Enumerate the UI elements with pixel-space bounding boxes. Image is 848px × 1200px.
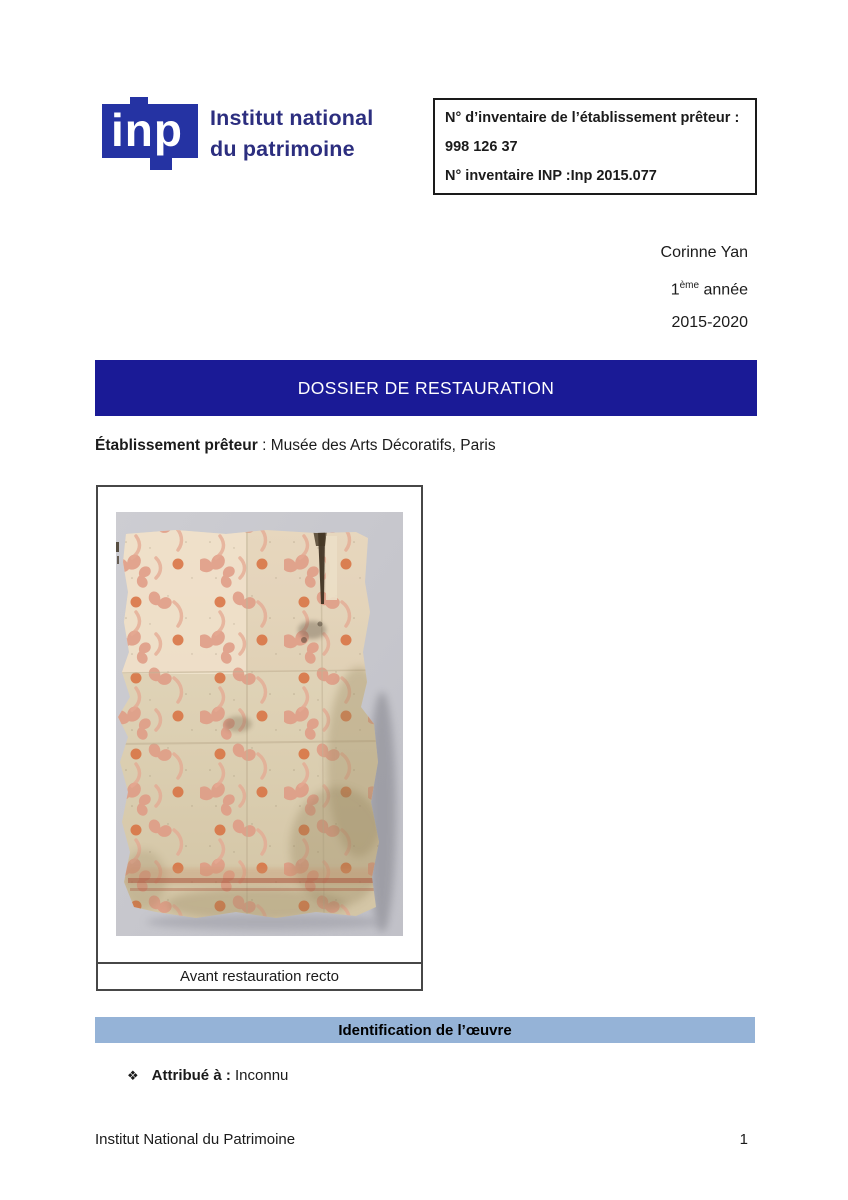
- lender-separator: :: [257, 437, 271, 454]
- inp-logo: [100, 97, 200, 173]
- inventory-lender-label: N° d’inventaire de l’établissement prêteur :: [445, 110, 740, 126]
- lender-line: [95, 437, 496, 455]
- author-block: [661, 236, 748, 339]
- inp-logo-mark: inp: [111, 104, 183, 156]
- attributed-line: [127, 1067, 288, 1084]
- inp-logo-block: [102, 104, 198, 158]
- inventory-box: [433, 98, 757, 195]
- lender-label: Établissement prêteur: [95, 437, 258, 454]
- diamond-bullet-icon: ❖: [127, 1067, 139, 1083]
- figure-caption: Avant restauration recto: [98, 962, 421, 989]
- footer-page-number: 1: [739, 1131, 748, 1148]
- author-name: Corinne Yan: [660, 244, 748, 261]
- artwork-photo: [116, 512, 403, 936]
- institution-name: [210, 103, 373, 165]
- institution-name-line2: du patrimoine: [210, 137, 355, 161]
- attributed-label: Attribué à :: [151, 1067, 231, 1084]
- lender-value: Musée des Arts Décoratifs, Paris: [270, 437, 496, 454]
- author-year: 1ème année: [670, 280, 748, 299]
- inp-logo-tab-bottom: [150, 157, 172, 170]
- institution-name-line1: Institut national: [210, 106, 374, 130]
- footer-institution: Institut National du Patrimoine: [95, 1131, 296, 1148]
- year-ordinal-sup: ème: [679, 280, 700, 291]
- title-banner-text: DOSSIER DE RESTAURATION: [297, 377, 555, 398]
- inventory-lender-number: 998 126 37: [445, 139, 518, 155]
- section-banner: [95, 1017, 755, 1043]
- fragment-detail: [116, 512, 403, 936]
- title-banner: [95, 360, 757, 416]
- author-period: 2015-2020: [671, 314, 748, 332]
- page-footer: [95, 1131, 748, 1148]
- section-banner-title: Identification de l’œuvre: [338, 1021, 512, 1039]
- artwork-figure: [96, 485, 423, 991]
- inventory-inp-number: N° inventaire INP :Inp 2015.077: [445, 168, 657, 184]
- artwork-photo-cell: [98, 487, 421, 962]
- attributed-value: Inconnu: [235, 1067, 289, 1084]
